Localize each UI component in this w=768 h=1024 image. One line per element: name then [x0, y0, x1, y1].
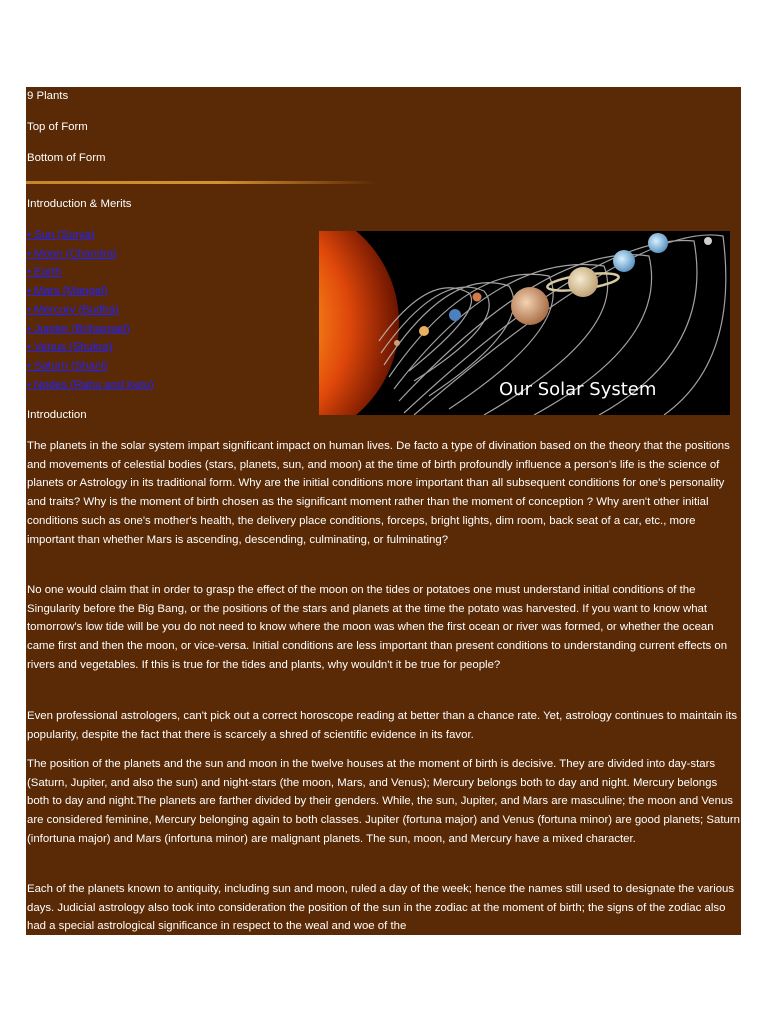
link-mercury[interactable]: • Mercury (Budha) — [27, 303, 119, 316]
mercury-graphic — [394, 340, 400, 346]
pluto-graphic — [704, 237, 712, 245]
link-nodes[interactable]: • Nodes (Rahu and Ketu) — [27, 378, 154, 391]
page-title: 9 Plants — [27, 90, 69, 102]
separator-line — [26, 181, 376, 184]
list-item — [27, 245, 154, 264]
link-earth[interactable]: • Earth — [27, 266, 62, 279]
document-page — [26, 87, 741, 935]
solar-system-image — [319, 231, 730, 415]
planet-link-list — [27, 226, 154, 394]
list-item — [27, 357, 154, 376]
image-caption: Our Solar System — [499, 379, 657, 400]
neptune-graphic — [648, 233, 668, 253]
bottom-of-form-label: Bottom of Form — [27, 152, 106, 164]
paragraph-1: The planets in the solar system impart significant impact on human lives. De facto a type of divination based on the theory that the positions and movements of celestial bodies (stars, planets, sun, and moon) at the time of birth profoundly influence a person's life is the science of planets or Astrology in its traditional form. Why are the initial conditions more important than all subsequent conditions for one's personality and traits? Why is the moment of birth chosen as the significant moment rather than the moment of conception ? Why aren't other initial conditions such as one's mother's health, the delivery place conditions, forceps, bright lights, dim room, back seat of a car, etc., more important than whether Mars is ascending, descending, culminating, or fulminating? — [27, 440, 730, 546]
link-moon[interactable]: • Moon (Chandra) — [27, 247, 118, 260]
venus-graphic — [419, 326, 429, 336]
link-mars[interactable]: • Mars (Mangal) — [27, 285, 108, 298]
list-item — [27, 282, 154, 301]
jupiter-graphic — [511, 287, 549, 325]
list-item — [27, 226, 154, 245]
earth-graphic — [449, 309, 461, 321]
link-jupiter[interactable]: • Jupiter (Brihaspati) — [27, 322, 130, 335]
list-item — [27, 320, 154, 339]
paragraph-2: No one would claim that in order to grasp the effect of the moon on the tides or potatoes one must understand initial conditions of the Singularity before the Big Bang, or the positions of the stars and planets at the time the potato was harvested. If you want to know what tomorrow's low tide will be you do not need to know where the moon was when the first ocean or river was formed, or whether the ocean came first and then the moon, or vice-versa. Initial conditions are less important than present conditions to understanding current effects on rivers and vegetables. If this is true for the tides and plants, why wouldn't it be true for people? — [27, 584, 728, 671]
link-sun[interactable]: • Sun (Surya) — [27, 229, 95, 241]
link-saturn[interactable]: • Saturn (Shani) — [27, 359, 108, 372]
list-item — [27, 376, 154, 395]
paragraph-4: The position of the planets and the sun and moon in the twelve houses at the moment of birth is decisive. They are divided into day-stars (Saturn, Jupiter, and also the sun) and night-stars (the moon, Mars, and Venus); Mercury belongs both to day and night. Mercury belongs both to day and night.The planets are farther divided by their genders. While, the sun, Jupiter, and Mars are masculine; the moon and Venus are considered feminine, Mercury belonging again to both classes. Jupiter (fortuna major) and Venus (fortuna minor) are good planets; Saturn (infortuna major) and Mars (infortuna minor) are malignant planets. The sun, moon, and Mercury have a mixed character. — [27, 758, 740, 845]
list-item — [27, 301, 154, 320]
list-item — [27, 338, 154, 357]
paragraph-3: Even professional astrologers, can't pick out a correct horoscope reading at better than a chance rate. Yet, astrology continues to maintain its popularity, despite the fact that there is scarcely a shred of scientific evidence in its favor. — [27, 710, 738, 741]
introduction-heading: Introduction — [27, 409, 87, 421]
uranus-graphic — [613, 250, 635, 272]
link-venus[interactable]: • Venus (Shukra) — [27, 341, 113, 354]
top-of-form-label: Top of Form — [27, 121, 88, 133]
list-item — [27, 263, 154, 282]
paragraph-5: Each of the planets known to antiquity, including sun and moon, ruled a day of the week; hence the names still used to designate the various days. Judicial astrology also took into consideration the position of the sun in the zodiac at the moment of birth; the signs of the zodiac also had a special astrological significance in respect to the weal and woe of the — [27, 883, 735, 933]
intro-merits-heading: Introduction & Merits — [27, 198, 132, 210]
mars-graphic — [473, 293, 482, 302]
